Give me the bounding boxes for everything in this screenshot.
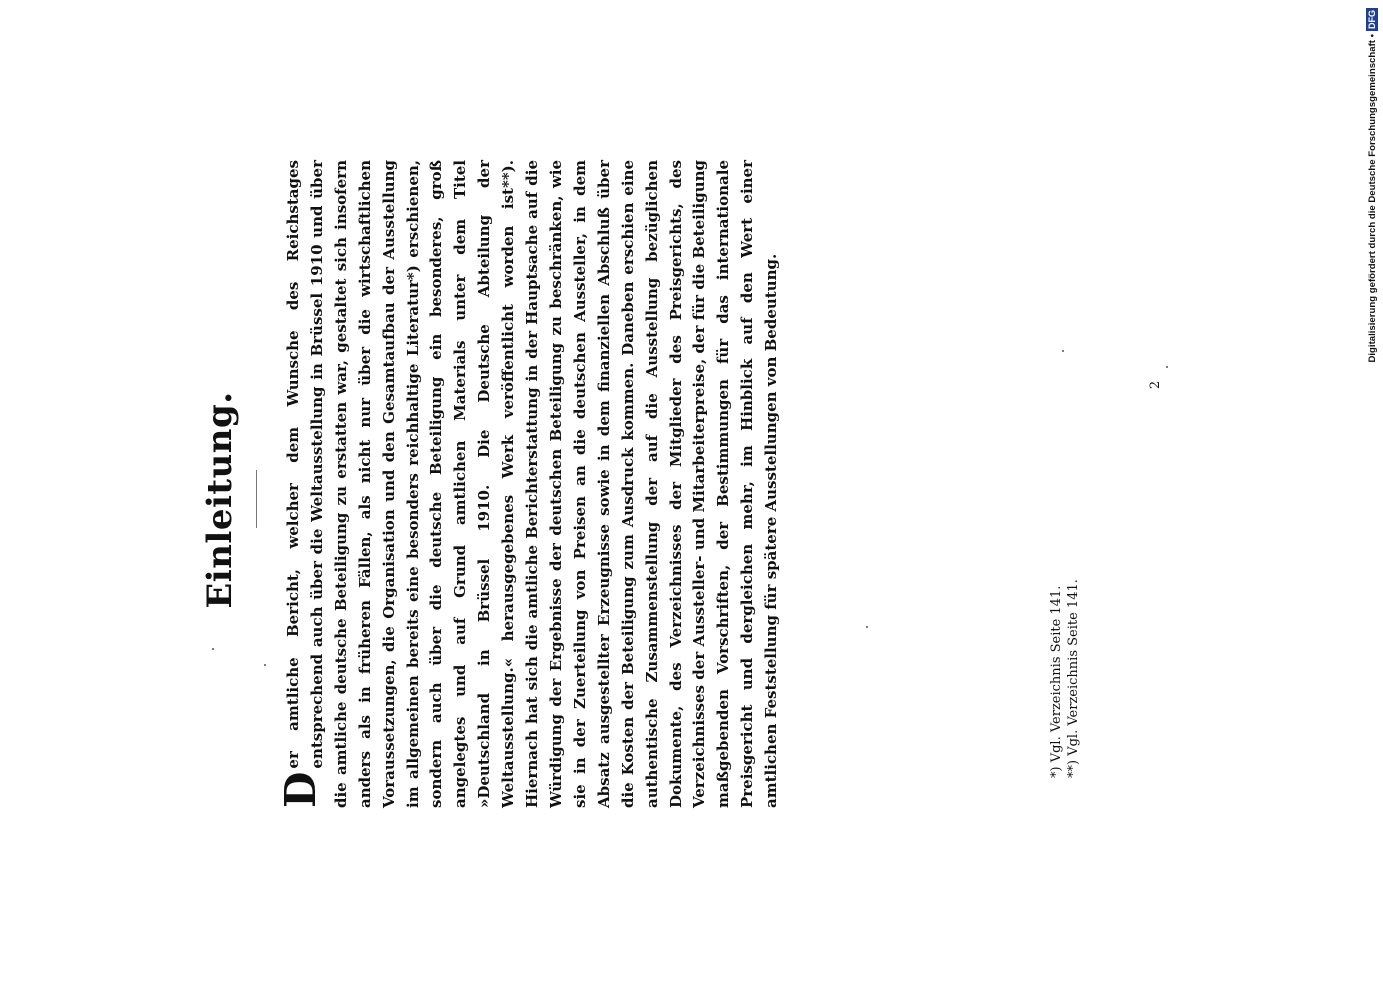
scan-speck <box>866 626 868 628</box>
dfg-logo: DFG <box>1367 10 1377 29</box>
footnote-1: *) Vgl. Verzeichnis Seite 141. <box>1049 585 1064 778</box>
body-text: er amtliche Bericht, welcher dem Wunsche des Reichstages entsprechend auch über die Weltausstellung in Brüssel 1910 und über die amtliche deutsche Beteiligung zu erstatten war, gestaltet sich insofern anders als in früheren Fällen, als nicht nur über die wirtschaftlichen Voraussetzungen, die Organisation und den Gesamtaufbau der Ausstellung im allgemeinen bereits eine besonders reichhaltige Literatur*) erschienen, sondern auch über die deutsche Beteiligung ein besonderes, groß angelegtes und auf Grund amtlichen Materials unter dem Titel »Deutschland in Brüssel 1910. Die Deutsche Abteilung der Weltausstellung.« herausgegebenes Werk veröffentlicht worden ist**). Hiernach hat sich die amtliche Berichterstattung in der Hauptsache auf die Würdigung der Ergebnisse der deutschen Beteiligung zu beschränken, wie sie in der Zuerteilung von Preisen an die deutschen Aussteller, in dem Absatz ausgestellter Erzeugnisse sowie in dem finanziellen Abschluß über die Kosten der Beteiligung zum Ausdruck kommen. Daneben erschien eine authentische Zusammenstellung der auf die Ausstellung bezüglichen Dokumente, des Verzeichnisses der Mitglieder des Preisgerichts, des Verzeichnisses der Aussteller- und Mitarbeiterpreise, der für die Beteiligung maßgebenden Vorschriften, der Bestimmungen für das internationale Preisgericht und dergleichen mehr, im Hinblick auf den Wert einer amtlichen Feststellung für spätere Ausstellungen von Bedeutung. <box>284 160 781 808</box>
credit-text: Digitalisierung gefördert durch die Deutsche Forschungsgemeinschaft • <box>1366 34 1378 363</box>
scan-speck <box>212 648 214 650</box>
footnotes <box>1048 378 1082 778</box>
body-paragraph <box>276 160 784 808</box>
scan-speck <box>264 664 266 666</box>
scan-speck <box>1166 366 1168 368</box>
digitization-credit <box>1361 8 1383 408</box>
page-number: 2 <box>1148 380 1163 390</box>
title-divider <box>256 470 257 528</box>
page-title: Einleitung. <box>200 391 240 609</box>
scan-speck <box>1062 350 1064 352</box>
drop-initial: D <box>276 771 325 808</box>
footnote-2: **) Vgl. Verzeichnis Seite 141. <box>1066 579 1081 778</box>
